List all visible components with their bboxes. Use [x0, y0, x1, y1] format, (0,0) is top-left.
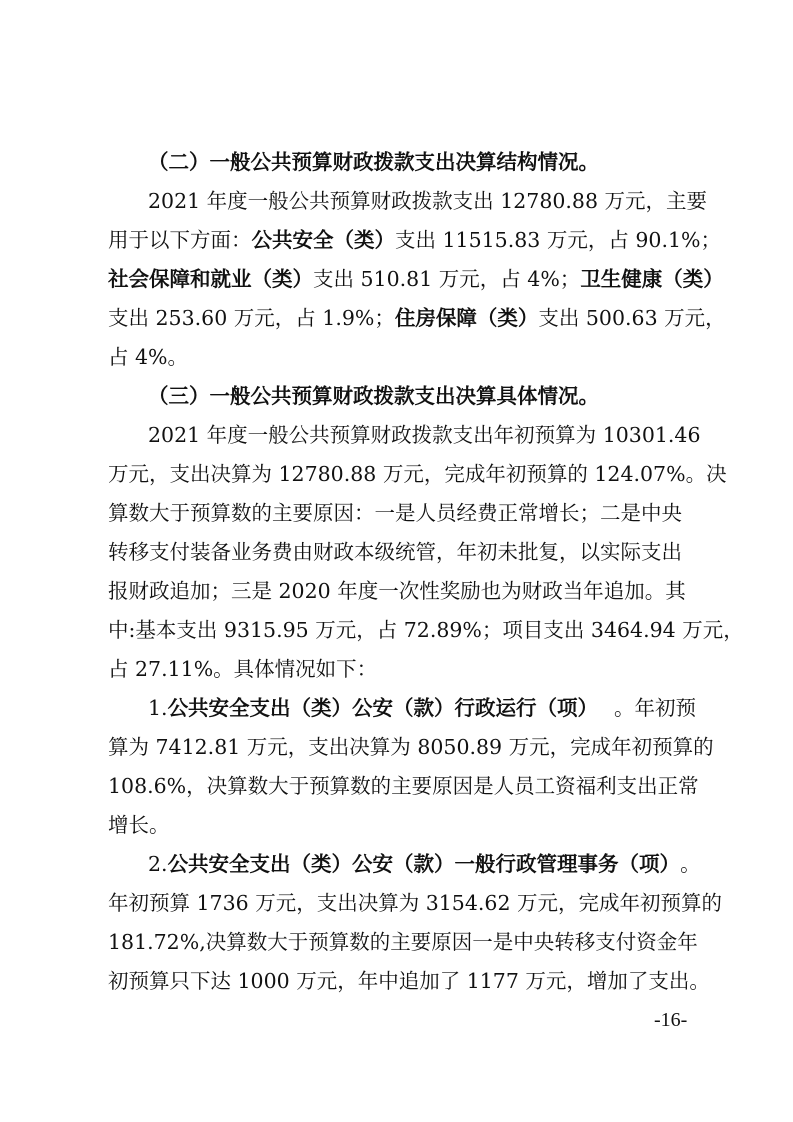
paragraph-line: 2021 年度一般公共预算财政拨款支出 12780.88 万元，主要: [148, 189, 708, 213]
paragraph-line: 年初预算 1736 万元，支出决算为 3154.62 万元，完成年初预算的: [108, 891, 723, 915]
paragraph-line: 181.72%,决算数大于预算数的主要原因一是中央转移支付资金年: [108, 930, 698, 954]
section-heading-2: （二）一般公共预算财政拨款支出决算结构情况。: [148, 150, 599, 174]
paragraph-line: 108.6%，决算数大于预算数的主要原因是人员工资福利支出正常: [108, 774, 699, 798]
paragraph-line: 增长。: [108, 813, 170, 837]
paragraph-line: 2021 年度一般公共预算财政拨款支出年初预算为 10301.46: [148, 423, 701, 447]
paragraph-line: 支出 253.60 万元，占 1.9%； 住房保障（类） 支出 500.63 万元，: [108, 306, 726, 330]
paragraph-line: 算为 7412.81 万元，支出决算为 8050.89 万元，完成年初预算的: [108, 735, 714, 759]
item-2-heading: 2.公共安全支出（类）公安（款）一般行政管理事务（项） 。: [148, 852, 701, 876]
paragraph-line: 中:基本支出 9315.95 万元，占 72.89%；项目支出 3464.94 万元，: [108, 618, 744, 642]
paragraph-line: 用于以下方面： 公共安全（类） 支出 11515.83 万元，占 90.1%；: [108, 228, 721, 252]
paragraph-line: 占 27.11%。具体情况如下：: [108, 657, 378, 681]
paragraph-line: 占 4%。: [108, 345, 189, 369]
paragraph-line: 转移支付装备业务费由财政本级统管，年初未批复，以实际支出: [108, 540, 682, 564]
paragraph-line: 报财政追加；三是 2020 年度一次性奖励也为财政当年追加。其: [108, 579, 686, 603]
item-1-heading: 1.公共安全支出（类）公安（款）行政运行（项） 。年初预: [148, 696, 696, 720]
paragraph-line: 万元，支出决算为 12780.88 万元，完成年初预算的 124.07%。决: [108, 462, 727, 486]
section-heading-3: （三）一般公共预算财政拨款支出决算具体情况。: [148, 384, 599, 408]
paragraph-line: 社会保障和就业（类） 支出 510.81 万元，占 4%； 卫生健康（类）: [108, 267, 724, 291]
page-number: -16-: [654, 1009, 688, 1031]
paragraph-line: 初预算只下达 1000 万元，年中追加了 1177 万元，增加了支出。: [108, 969, 710, 993]
paragraph-line: 算数大于预算数的主要原因：一是人员经费正常增长；二是中央: [108, 501, 682, 525]
